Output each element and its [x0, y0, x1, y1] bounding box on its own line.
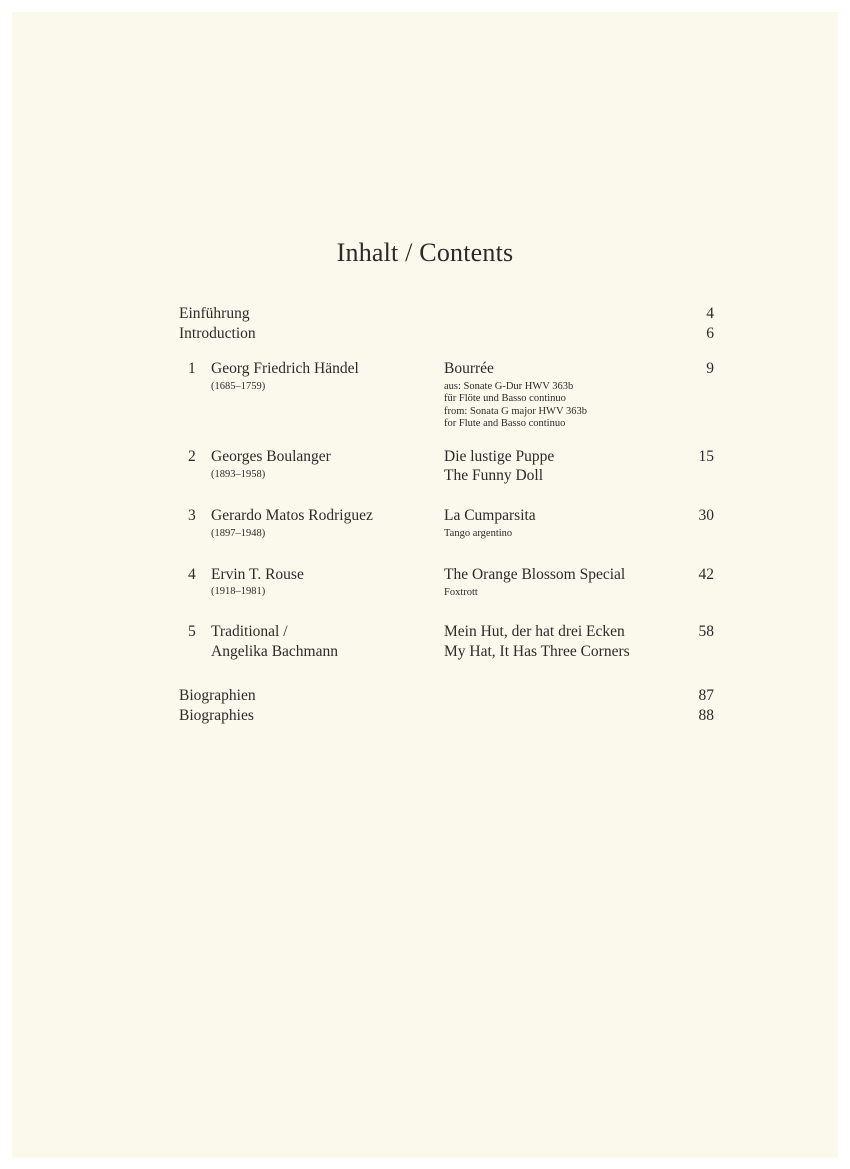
- toc-label-biographien: Biographien: [179, 687, 256, 704]
- piece-title: Mein Hut, der hat drei Ecken: [444, 623, 625, 640]
- composer-name: Ervin T. Rouse: [211, 566, 304, 583]
- entry-page: 58: [698, 623, 714, 640]
- composer-dates: (1918–1981): [211, 586, 266, 597]
- piece-title: Bourrée: [444, 360, 494, 377]
- entry-page: 9: [706, 360, 714, 377]
- piece-title-english: The Funny Doll: [444, 467, 544, 484]
- composer-name-second: Angelika Bachmann: [211, 643, 338, 660]
- piece-subtitle: Tango argentino: [444, 528, 513, 539]
- piece-title: Die lustige Puppe: [444, 448, 555, 465]
- piece-title: La Cumparsita: [444, 507, 536, 524]
- toc-label-einfuehrung: Einführung: [179, 305, 250, 322]
- toc-page-biographien: 87: [698, 687, 714, 704]
- entry-page: 30: [698, 507, 714, 524]
- entry-number: 1: [188, 360, 196, 377]
- entry-number: 2: [188, 448, 196, 465]
- piece-detail: aus: Sonate G-Dur HWV 363b: [444, 381, 574, 392]
- entry-page: 15: [698, 448, 714, 465]
- piece-detail: für Flöte und Basso continuo: [444, 393, 566, 404]
- composer-dates: (1685–1759): [211, 381, 266, 392]
- entry-number: 4: [188, 566, 196, 583]
- toc-page-einfuehrung: 4: [706, 305, 714, 322]
- toc-page-introduction: 6: [706, 325, 714, 342]
- composer-name: Georg Friedrich Händel: [211, 360, 359, 377]
- composer-name: Traditional /: [211, 623, 288, 640]
- piece-title: The Orange Blossom Special: [444, 566, 626, 583]
- toc-label-introduction: Introduction: [179, 325, 256, 342]
- entry-page: 42: [698, 566, 714, 583]
- page-sheet: [12, 12, 838, 1158]
- piece-title-english: My Hat, It Has Three Corners: [444, 643, 630, 660]
- piece-subtitle: Foxtrott: [444, 587, 478, 598]
- composer-dates: (1897–1948): [211, 528, 266, 539]
- toc-label-biographies: Biographies: [179, 707, 254, 724]
- composer-name: Georges Boulanger: [211, 448, 331, 465]
- entry-number: 5: [188, 623, 196, 640]
- toc-page-biographies: 88: [698, 707, 714, 724]
- composer-dates: (1893–1958): [211, 469, 266, 480]
- piece-detail: from: Sonata G major HWV 363b: [444, 406, 587, 417]
- composer-name: Gerardo Matos Rodriguez: [211, 507, 373, 524]
- entry-number: 3: [188, 507, 196, 524]
- piece-detail: for Flute and Basso continuo: [444, 418, 566, 429]
- page-title: Inhalt / Contents: [336, 238, 514, 267]
